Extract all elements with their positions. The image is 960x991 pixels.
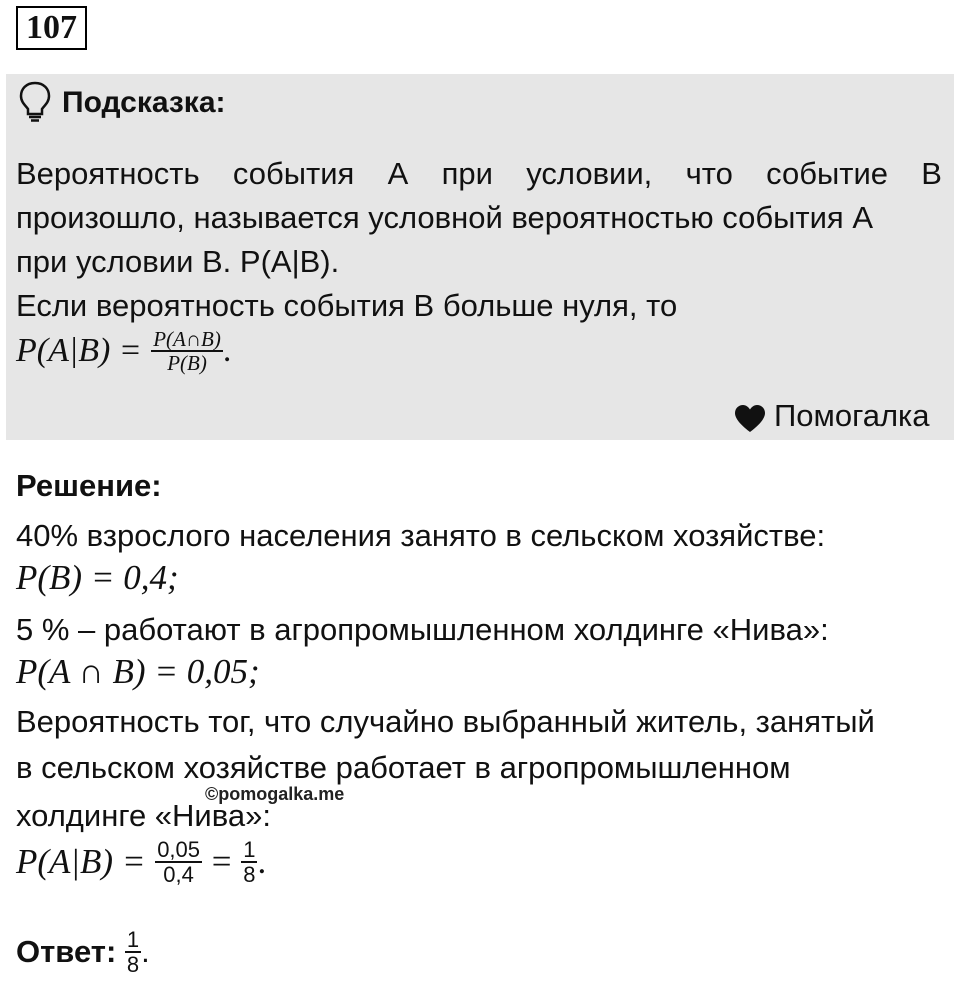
answer-label: Ответ: [16,934,117,970]
lightbulb-icon [18,80,52,122]
hint-line-2: произошло, называется условной вероятностью события А [16,200,873,235]
hint-title: Подсказка: [62,86,226,119]
solution-title: Решение: [16,468,162,503]
brand-label: Помогалка [774,398,930,433]
equation-pb: P(B) = 0,4; [16,558,179,597]
task-number: 107 [16,6,87,50]
equation-pab: P(A ∩ B) = 0,05; [16,652,260,691]
equation-conditional: P(A|B) = $\frac{0,05}{0,4}$ = $\frac{1}{8}$ . [16,837,267,888]
watermark: ©pomogalka.me [205,784,345,804]
solution-line-4: в сельском хозяйстве работает в агропромышленном [16,750,791,785]
answer: Ответ: $\frac{1}{8}$ . [16,927,150,978]
solution-line-3: Вероятность тог, что случайно выбранный житель, занятый [16,704,875,739]
hint-line-4: Если вероятность события В больше нуля, то [16,288,678,323]
hint-line-3: при условии В. Р(А|В). [16,244,340,279]
heart-icon [734,404,766,434]
hint-line-1: Вероятность события А при условии, что событие В [16,156,942,191]
hint-formula: P(A|B) = $\frac{P(A\cap B)}{P(B)}$ . [16,327,232,376]
solution-line-1: 40% взрослого населения занято в сельском хозяйстве: [16,518,826,553]
solution-line-5: холдинге «Нива»: [16,798,271,833]
solution-line-2: 5 % – работают в агропромышленном холдинге «Нива»: [16,612,829,647]
